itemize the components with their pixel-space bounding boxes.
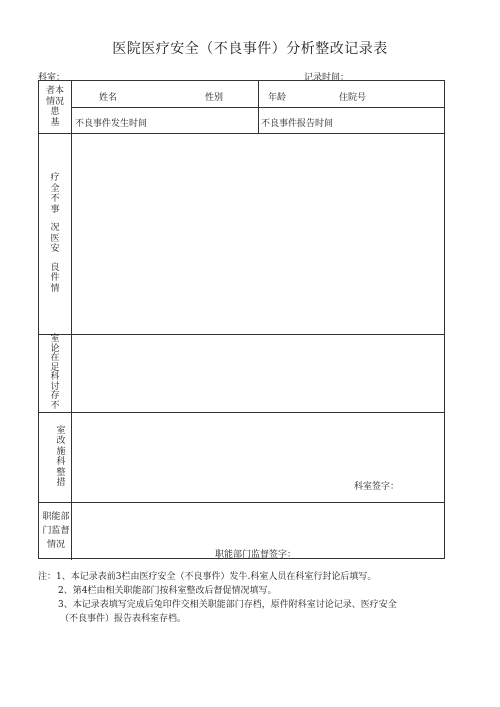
event-details-field[interactable] [72, 134, 444, 333]
age-label: 年龄 [268, 93, 287, 103]
section2-label: 疗 全 不 事 况 医 安 良 件 情 [50, 173, 60, 294]
record-form [38, 80, 445, 559]
department-signature-label: 科室签字： [354, 482, 400, 492]
section4-label: 室 改 施 科 整 措 [56, 425, 66, 488]
record-time-label: 记录时间： [304, 73, 350, 83]
section1-label: 者本 情况 患 基 [45, 86, 64, 128]
note-line: 2、第4栏由相关职能部门按科室整改后督促情况填写。 [58, 586, 277, 596]
section1-col-divider [258, 81, 259, 133]
supervision-signature-label: 职能部门监督签字： [215, 550, 297, 560]
report-time-label: 不良事件报告时间 [261, 119, 334, 129]
footnotes [38, 570, 397, 626]
discussion-field[interactable] [72, 335, 444, 411]
gender-label: 性别 [205, 93, 224, 103]
section5-label: 职能部 门监督 情况 [42, 512, 70, 550]
occur-time-label: 不良事件发生时间 [75, 119, 148, 129]
name-label: 姓名 [99, 93, 118, 103]
note-line: 3、本记录表填写完成后兔印件交相关职能部门存档，原件附科室讨论记录、医疗安全 [58, 600, 397, 610]
page-title: 医院医疗安全（不良事件）分析整改记录表 [112, 41, 388, 57]
note-line: 注：1、本记录表前3栏由医疗安全（不良事件）发牛.科室人员在科室行封论后填写。 [38, 572, 377, 582]
section3-label: 室 论 在 足 科 讨 存 不 [50, 334, 60, 411]
department-label: 科室： [38, 73, 66, 83]
note-line: （不良事件）报告表科室存档。 [60, 614, 187, 624]
admission-number-label: 住院号 [339, 93, 367, 103]
